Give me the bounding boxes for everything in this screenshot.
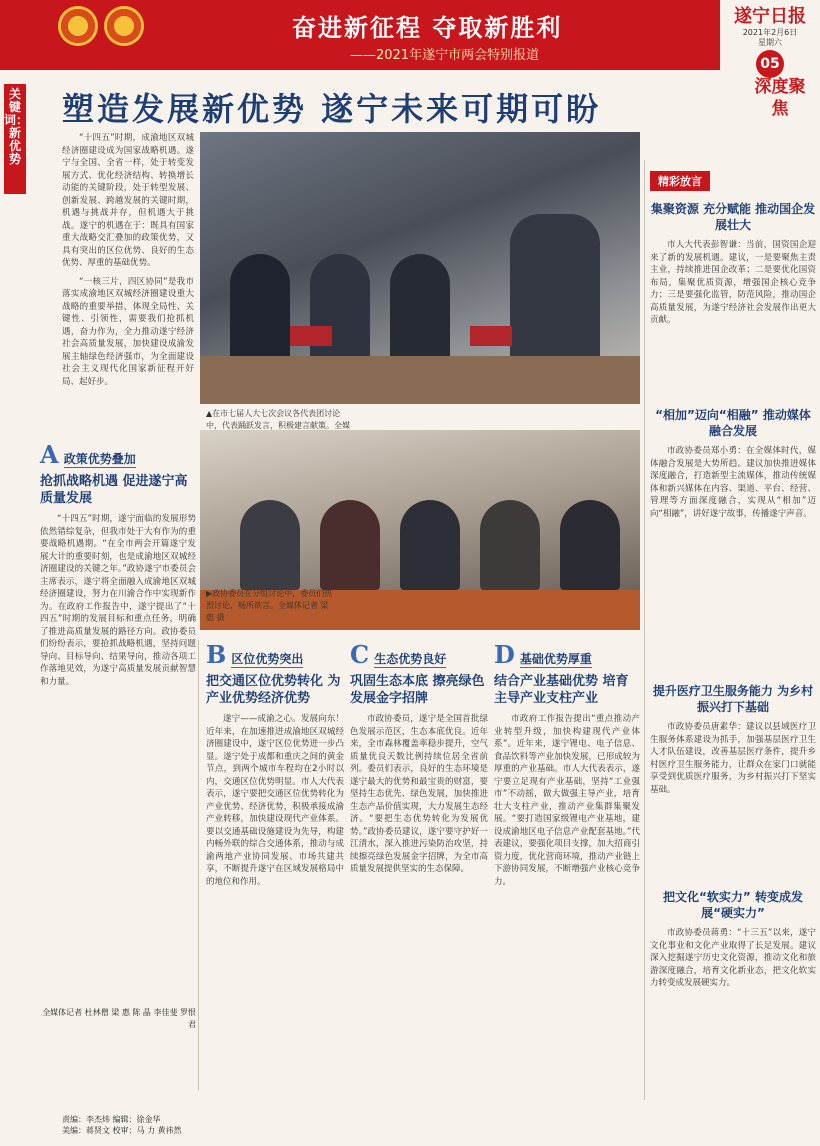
section-c-text: 市政协委员，遂宁是全国首批绿色发展示范区，生态本底优良。近年来，全市森林覆盖率稳步提升，空气质量优良天数比例持续位居全省前列。委员们表示，良好的生态环境是遂宁最大的优势和最宝贵的财富，要坚持生态优先、绿色发展，加快推进生态产品价值实现，大力发展生态经济。“要把生态优势转化为发展优势。”政协委员建议，遂宁要守护好一江清水，深入推进污染防治攻坚，持续擦亮绿色发展金字招牌，为全市高质量发展提供坚实的生态保障。	[350, 714, 488, 874]
name-plate-1	[290, 326, 332, 346]
section-a-text: “十四五”时期，遂宁面临的发展形势依然错综复杂，但我市处于大有作为的重要战略机遇期。“在全市两会开篇遂宁发展大计的重要时刻，也是成渝地区双城经济圈建设的关键之年。”政协遂宁市委员会主席表示，遂宁将全面融入成渝地区双城经济圈建设，努力在川渝合作中实现新作为。在政府工作报告中，遂宁提出了“十四五”时期的发展目标和重点任务，明确了推进高质量发展的路径方向。政协委员们纷纷表示，要抢抓战略机遇，坚持问题导向、目标导向、结果导向，推动各项工作落地见效，为遂宁高质量发展贡献智慧和力量。	[40, 514, 196, 687]
right-column-tag: 精彩放言	[650, 171, 710, 191]
intro-paragraph-1: “十四五”时期，成渝地区双城经济圈建设成为国家战略机遇。遂宁与全国、全省一样，处于转变发展方式、优化经济结构、转换增长动能的关键阶段，处于转型发展、创新发展、跨越发展的关键时期，机遇与挑战并存，但机遇大于挑战。遂宁的机遇在于：既具有国家重大战略交汇叠加的政策优势，又具有突出的区位优势、良好的生态优势、厚重的基础优势。	[62, 133, 194, 268]
quote-4-text: 市政协委员蒋勇：“十三五”以来，遂宁文化事业和文化产业取得了长足发展。建议深入挖掘遂宁历史文化资源，推动文化和旅游深度融合，培育文化新业态，把文化软实力转变成发展硬实力。	[650, 928, 816, 988]
header-slogan: 奋进新征程 夺取新胜利	[292, 14, 563, 42]
section-b-title: 把交通区位优势转化 为产业优势经济优势	[206, 674, 341, 706]
section-a-tag: 政策优势叠加	[63, 452, 136, 466]
section-a-title: 抢抓战略机遇 促进遂宁高质量发展	[40, 474, 188, 506]
footer-line-1: 责编：李杰炜 编辑：徐金华	[62, 1115, 161, 1124]
name-plate-2	[470, 326, 512, 346]
section-d-text: 市政府工作报告提出“重点推动产业转型升级，加快构建现代产业体系”。近年来，遂宁锂电、电子信息、食品饮料等产业加快发展，已形成较为厚重的产业基础。市人大代表表示，遂宁要立足现有产业基础，坚持“工业强市”不动摇，做大做强主导产业，培育壮大支柱产业，推动产业集群集聚发展。“要打造国家级锂电产业基地，建设成渝地区电子信息产业配套基地。”代表建议，要强化项目支撑，加大招商引资力度，优化营商环境，推动产业链上下游协同发展，不断增强产业核心竞争力。	[494, 714, 640, 887]
quote-3-title: 提升医疗卫生服务能力 为乡村振兴打下基础	[652, 684, 814, 714]
section-b-tag: 区位优势突出	[231, 652, 304, 666]
section-d-title: 结合产业基础优势 培育主导产业支柱产业	[494, 674, 629, 706]
section-a-credit: 全媒体记者 杜林僧 梁 惠 陈 晶 李佳斐 罗恨君	[42, 1008, 196, 1029]
section-b	[206, 640, 344, 1103]
newspaper-logo: 遂宁日报	[734, 6, 806, 27]
section-c	[350, 640, 488, 1103]
keyword-banner: 关键词：新优势	[4, 84, 26, 194]
footer-line-2: 美编：蒋贤文 校审：马 力 黄祎然	[62, 1126, 182, 1135]
section-a	[40, 440, 196, 1031]
quote-1-title: 集聚资源 充分赋能 推动国企发展壮大	[650, 202, 816, 232]
page-footer	[62, 1114, 182, 1136]
section-b-letter: B	[206, 640, 227, 669]
right-column	[650, 170, 816, 1047]
issue-weekday: 星期六	[758, 38, 782, 47]
masthead-box	[720, 0, 820, 70]
photo1-caption: ▲在市七届人大七次会议各代表团讨论中，代表踊跃发言，积极建言献策。全媒	[206, 409, 350, 430]
photo2-caption: ▶政协委员在分组讨论中，委员们热烈讨论，畅所欲言。全媒体记者 梁惠 摄	[206, 589, 333, 622]
section-c-tag: 生态优势良好	[374, 652, 447, 666]
intro-block	[62, 132, 194, 432]
main-photo	[200, 132, 640, 404]
cppcc-emblem-icon	[104, 6, 144, 46]
quote-2-title: “相加”迈向“相融” 推动媒体融合发展	[655, 408, 811, 438]
intro-paragraph-2: “一核三片，四区协同”是我市落实成渝地区双城经济圈建设重大战略的重要举措，体现全局性、关键性、引领性，需要我们抢抓机遇，奋力作为，全力推动遂宁经济社会高质量发展，加快建设成渝发展主轴绿色经济强市，为全面建设社会主义现代化国家新征程开好局、起好步。	[62, 276, 194, 387]
column-name: 深度聚焦	[754, 77, 806, 119]
quote-4-title: 把文化“软实力” 转变成发展“硬实力”	[663, 890, 803, 920]
section-d-tag: 基础优势厚重	[519, 652, 592, 666]
header-subtitle: ——2021年遂宁市两会特别报道	[350, 48, 540, 63]
section-c-title: 巩固生态本底 擦亮绿色发展金字招牌	[350, 674, 485, 706]
section-a-letter: A	[40, 440, 59, 469]
page-headline: 塑造发展新优势 遂宁未来可期可盼	[62, 90, 602, 128]
party-emblem-icon	[58, 6, 98, 46]
section-d-letter: D	[494, 640, 515, 669]
section-d	[494, 640, 640, 1103]
page-number-badge: 05	[756, 50, 784, 78]
section-b-text: 遂宁——成渝之心。发展向东！近年来，在加速推进成渝地区双城经济圈建设中，遂宁区位优势进一步凸显。遂宁处于成都和重庆之间的黄金节点，到两个城市车程均在2小时以内，交通区位优势明显。市人大代表表示，遂宁要把交通区位优势转化为产业优势、经济优势，积极承接成渝产业转移，加快建设现代产业体系。要以交通基础设施建设为先导，构建内畅外联的综合交通体系，推动与成渝两地产业协同发展、市场共建共享，不断提升遂宁在区域发展格局中的地位和作用。	[206, 714, 344, 887]
quote-3-text: 市政协委员唐素华：建议以县域医疗卫生服务体系建设为抓手，加强基层医疗卫生人才队伍建设，改善基层医疗条件，提升乡村医疗卫生服务能力，让群众在家门口就能享受到优质医疗服务，为乡村振兴打下坚实基础。	[650, 722, 816, 795]
quote-2-text: 市政协委员郑小勇：在全媒体时代，媒体融合发展是大势所趋。建议加快推进媒体深度融合，打造新型主流媒体，推动传统媒体和新兴媒体在内容、渠道、平台、经营、管理等方面深度融合，实现从“相加”迈向“相融”，讲好遂宁故事，传播遂宁声音。	[650, 446, 816, 519]
section-c-letter: C	[350, 640, 370, 669]
quote-1-text: 市人大代表彭智谦：当前，国资国企迎来了新的发展机遇。建议，一是要聚焦主责主业，持续推进国企改革；二是要优化国资布局，集聚优质资源，增强国企核心竞争力；三是要强化监管，防范风险，推动国企高质量发展，为遂宁经济社会发展作出更大贡献。	[650, 240, 816, 325]
page-header	[0, 0, 820, 70]
issue-date: 2021年2月6日	[742, 28, 798, 37]
